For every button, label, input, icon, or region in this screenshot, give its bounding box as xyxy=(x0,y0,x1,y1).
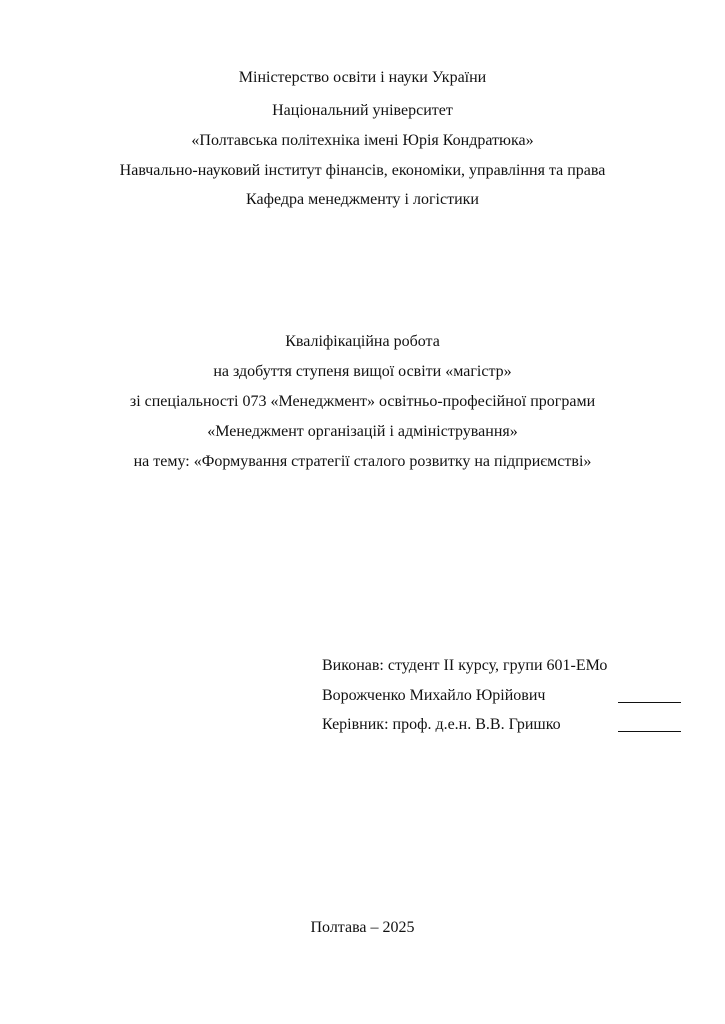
institute-name: Навчально-науковий інститут фінансів, економіки, управління та права xyxy=(119,162,606,179)
city-year: Полтава – 2025 xyxy=(310,919,415,936)
supervisor: Керівник: проф. д.е.н. В.В. Гришко xyxy=(322,716,561,733)
ministry-name: Міністерство освіти і науки України xyxy=(238,69,487,86)
performed-by: Виконав: студент ІІ курсу, групи 601-ЕМо xyxy=(322,657,608,674)
degree-line: на здобуття ступеня вищої освіти «магістр» xyxy=(213,363,512,380)
student-signature-line xyxy=(618,702,681,703)
work-type: Кваліфікаційна робота xyxy=(285,333,440,350)
student-name: Ворожченко Михайло Юрійович xyxy=(322,687,546,704)
university-name-line2: «Полтавська політехніка імені Юрія Кондратюка» xyxy=(191,132,534,149)
department-name: Кафедра менеджменту і логістики xyxy=(246,191,479,208)
supervisor-signature-line xyxy=(618,731,681,732)
program-line: «Менеджмент організацій і адміністрування» xyxy=(207,423,518,440)
topic-line: на тему: «Формування стратегії сталого розвитку на підприємстві» xyxy=(133,453,592,470)
specialty-line: зі спеціальності 073 «Менеджмент» освітньо-професійної програми xyxy=(129,393,596,410)
university-name-line1: Національний університет xyxy=(272,102,453,119)
